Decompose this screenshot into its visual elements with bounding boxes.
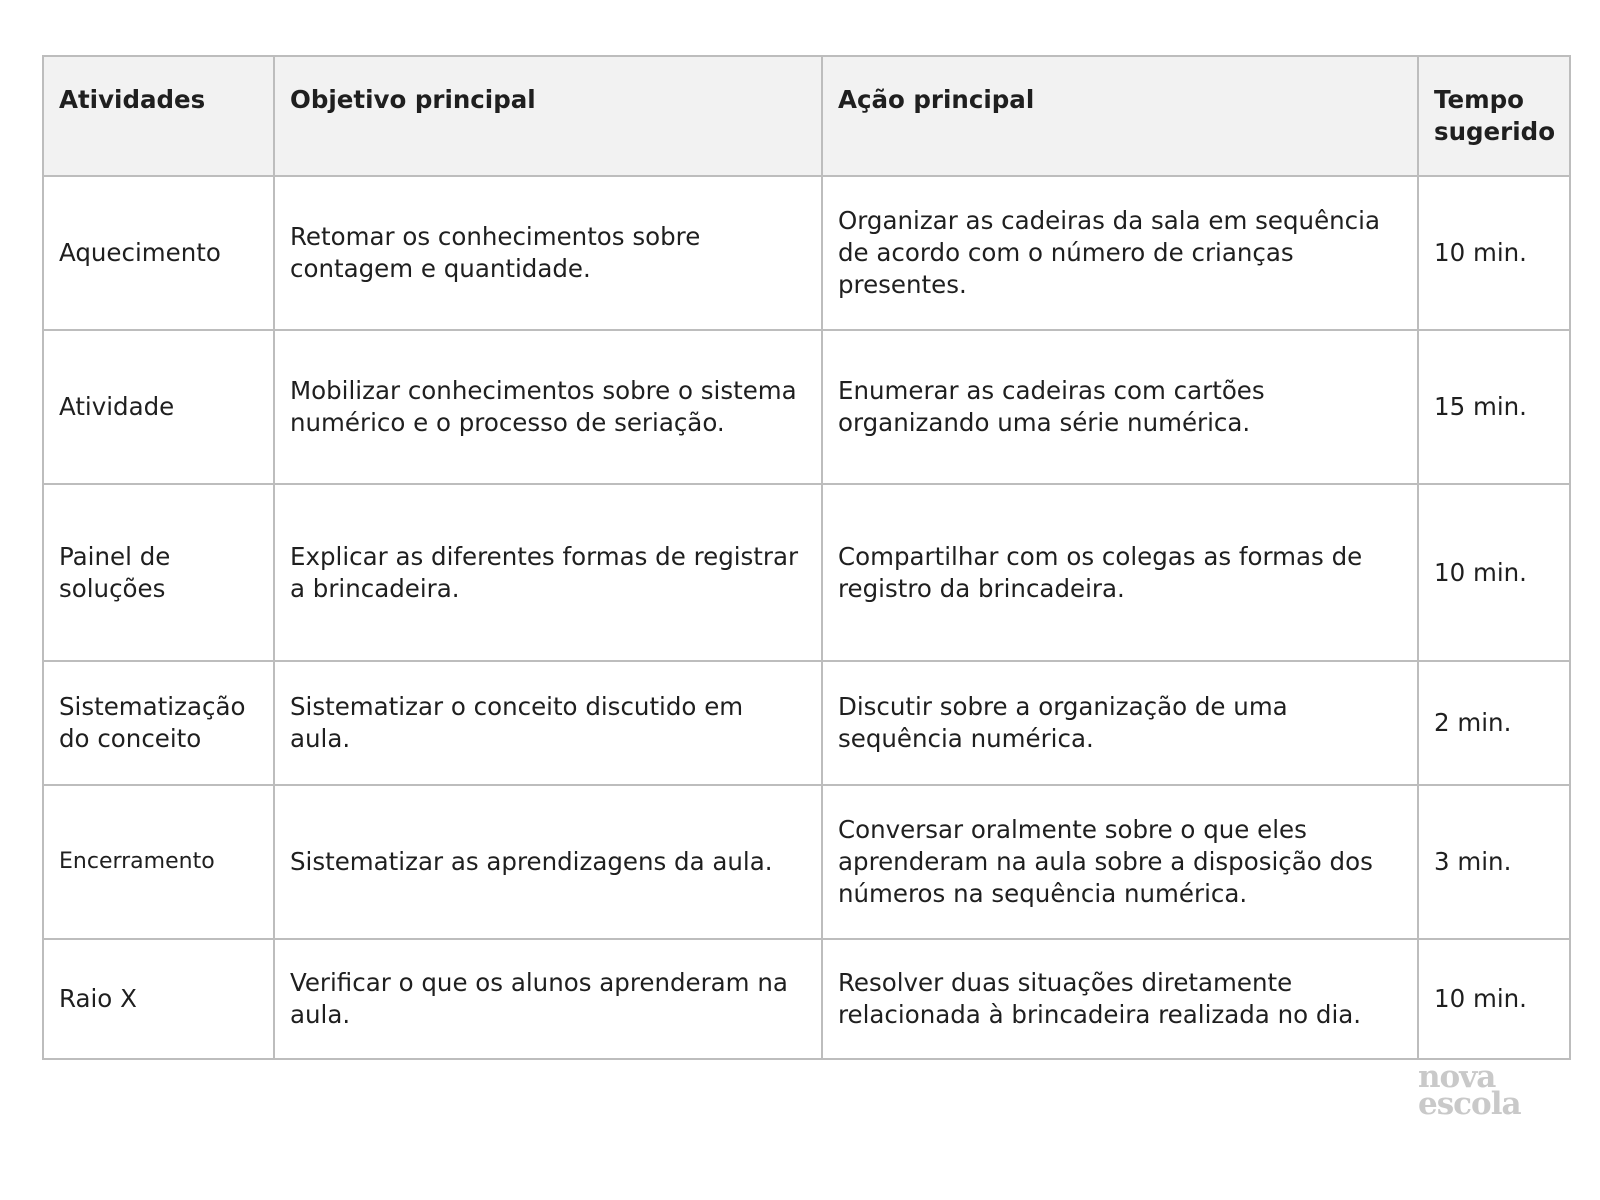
table-body (43, 176, 1570, 1059)
cell-tempo: 2 min. (1418, 661, 1570, 785)
logo-line-escola: escola (1418, 1086, 1521, 1122)
cell-acao: Conversar oralmente sobre o que eles aprenderam na aula sobre a disposição dos números na sequência numérica. (822, 785, 1418, 939)
cell-acao: Organizar as cadeiras da sala em sequência de acordo com o número de crianças presentes. (822, 176, 1418, 330)
table-row (43, 939, 1570, 1059)
cell-acao: Resolver duas situações diretamente relacionada à brincadeira realizada no dia. (822, 939, 1418, 1059)
cell-atividade: Atividade (43, 330, 274, 484)
cell-tempo: 10 min. (1418, 939, 1570, 1059)
nova-escola-logo (1418, 1059, 1548, 1122)
lesson-plan-table (42, 55, 1571, 1060)
table-row (43, 484, 1570, 661)
cell-objetivo: Verificar o que os alunos aprenderam na aula. (274, 939, 822, 1059)
cell-tempo: 15 min. (1418, 330, 1570, 484)
header-acao-principal: Ação principal (822, 56, 1418, 176)
cell-objetivo: Mobilizar conhecimentos sobre o sistema numérico e o processo de seriação. (274, 330, 822, 484)
cell-tempo: 3 min. (1418, 785, 1570, 939)
cell-acao: Enumerar as cadeiras com cartões organizando uma série numérica. (822, 330, 1418, 484)
cell-tempo: 10 min. (1418, 176, 1570, 330)
table-header (43, 56, 1570, 176)
cell-acao: Discutir sobre a organização de uma sequência numérica. (822, 661, 1418, 785)
cell-tempo: 10 min. (1418, 484, 1570, 661)
table-row (43, 176, 1570, 330)
cell-acao: Compartilhar com os colegas as formas de registro da brincadeira. (822, 484, 1418, 661)
cell-objetivo: Explicar as diferentes formas de registrar a brincadeira. (274, 484, 822, 661)
header-atividades: Atividades (43, 56, 274, 176)
cell-atividade: Aquecimento (43, 176, 274, 330)
cell-atividade: Encerramento (43, 785, 274, 939)
cell-atividade: Sistematização do conceito (43, 661, 274, 785)
cell-objetivo: Sistematizar o conceito discutido em aula. (274, 661, 822, 785)
table-row (43, 330, 1570, 484)
logo-line-nova: nova (1418, 1059, 1496, 1095)
cell-atividade: Raio X (43, 939, 274, 1059)
header-tempo-sugerido: Tempo sugerido (1418, 56, 1570, 176)
table-row (43, 785, 1570, 939)
header-row (43, 56, 1570, 176)
cell-objetivo: Retomar os conhecimentos sobre contagem e quantidade. (274, 176, 822, 330)
table-row (43, 661, 1570, 785)
cell-objetivo: Sistematizar as aprendizagens da aula. (274, 785, 822, 939)
header-objetivo-principal: Objetivo principal (274, 56, 822, 176)
cell-atividade: Painel de soluções (43, 484, 274, 661)
